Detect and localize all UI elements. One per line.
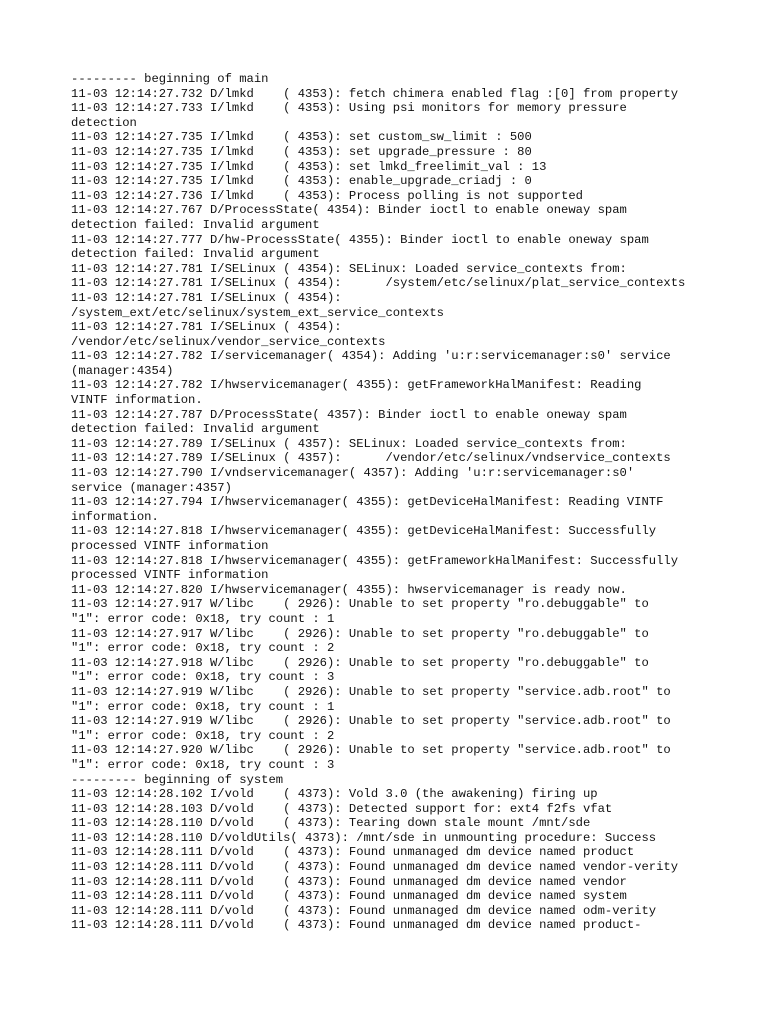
log-line: 11-03 12:14:28.110 D/voldUtils( 4373): /mnt/sde in unmounting procedure: Success xyxy=(71,830,657,845)
log-line: "1": error code: 0x18, try count : 3 xyxy=(71,670,335,685)
log-line: 11-03 12:14:28.111 D/vold ( 4373): Found unmanaged dm device named vendor-verity xyxy=(71,860,679,875)
log-line: --------- beginning of main xyxy=(71,72,269,86)
log-line: "1": error code: 0x18, try count : 2 xyxy=(71,641,335,656)
log-line: 11-03 12:14:27.789 I/SELinux ( 4357): /vendor/etc/selinux/vndservice_contexts xyxy=(71,451,671,466)
log-line: 11-03 12:14:27.777 D/hw-ProcessState( 4355): Binder ioctl to enable oneway spam xyxy=(71,232,649,247)
log-line: 11-03 12:14:27.917 W/libc ( 2926): Unable to set property "ro.debuggable" to xyxy=(71,597,649,612)
log-line: "1": error code: 0x18, try count : 1 xyxy=(71,699,335,714)
log-line: service (manager:4357) xyxy=(71,480,232,495)
log-line: "1": error code: 0x18, try count : 2 xyxy=(71,728,335,743)
log-line: VINTF information. xyxy=(71,393,203,408)
log-line: "1": error code: 0x18, try count : 3 xyxy=(71,757,335,772)
log-line: 11-03 12:14:28.110 D/vold ( 4373): Tearing down stale mount /mnt/sde xyxy=(71,816,591,831)
log-line: 11-03 12:14:27.735 I/lmkd ( 4353): set lmkd_freelimit_val : 13 xyxy=(71,159,547,174)
log-line: 11-03 12:14:28.111 D/vold ( 4373): Found unmanaged dm device named product xyxy=(71,845,635,860)
log-line: 11-03 12:14:27.782 I/hwservicemanager( 4355): getFrameworkHalManifest: Reading xyxy=(71,378,642,393)
log-line: 11-03 12:14:27.787 D/ProcessState( 4357): Binder ioctl to enable oneway spam xyxy=(71,407,627,422)
log-line: 11-03 12:14:27.767 D/ProcessState( 4354): Binder ioctl to enable oneway spam xyxy=(71,203,627,218)
log-line: 11-03 12:14:27.736 I/lmkd ( 4353): Process polling is not supported xyxy=(71,188,583,203)
log-line: 11-03 12:14:27.781 I/SELinux ( 4354): xyxy=(71,290,342,305)
log-line: (manager:4354) xyxy=(71,363,174,378)
log-line: 11-03 12:14:28.111 D/vold ( 4373): Found unmanaged dm device named product- xyxy=(71,918,642,933)
log-line: 11-03 12:14:27.919 W/libc ( 2926): Unable to set property "service.adb.root" to xyxy=(71,714,671,729)
log-line: 11-03 12:14:27.917 W/libc ( 2926): Unable to set property "ro.debuggable" to xyxy=(71,626,649,641)
log-line: 11-03 12:14:27.781 I/SELinux ( 4354): /system/etc/selinux/plat_service_contexts xyxy=(71,276,686,291)
log-line: 11-03 12:14:27.735 I/lmkd ( 4353): enable_upgrade_criadj : 0 xyxy=(71,174,532,189)
log-line: 11-03 12:14:27.735 I/lmkd ( 4353): set custom_sw_limit : 500 xyxy=(71,130,532,145)
log-line: /system_ext/etc/selinux/system_ext_service_contexts xyxy=(71,305,444,320)
log-line: 11-03 12:14:27.790 I/vndservicemanager( 4357): Adding 'u:r:servicemanager:s0' xyxy=(71,466,635,481)
log-line: information. xyxy=(71,509,159,524)
log-line: 11-03 12:14:28.111 D/vold ( 4373): Found unmanaged dm device named vendor xyxy=(71,874,627,889)
log-line: detection failed: Invalid argument xyxy=(71,247,320,262)
log-line: 11-03 12:14:28.102 I/vold ( 4373): Vold 3.0 (the awakening) firing up xyxy=(71,787,598,802)
log-text-block xyxy=(71,72,711,933)
log-line: 11-03 12:14:27.818 I/hwservicemanager( 4355): getFrameworkHalManifest: Successfully xyxy=(71,553,679,568)
log-line: 11-03 12:14:27.782 I/servicemanager( 4354): Adding 'u:r:servicemanager:s0' service xyxy=(71,349,671,364)
log-line: 11-03 12:14:28.103 D/vold ( 4373): Detected support for: ext4 f2fs vfat xyxy=(71,801,613,816)
log-document xyxy=(71,72,711,933)
log-line: 11-03 12:14:27.820 I/hwservicemanager( 4355): hwservicemanager is ready now. xyxy=(71,582,627,597)
log-line: 11-03 12:14:27.733 I/lmkd ( 4353): Using psi monitors for memory pressure xyxy=(71,101,627,116)
log-line: 11-03 12:14:27.781 I/SELinux ( 4354): SELinux: Loaded service_contexts from: xyxy=(71,261,627,276)
log-line: processed VINTF information xyxy=(71,568,269,583)
log-line: 11-03 12:14:27.789 I/SELinux ( 4357): SELinux: Loaded service_contexts from: xyxy=(71,436,627,451)
log-line: --------- beginning of system xyxy=(71,772,284,787)
log-line: detection xyxy=(71,115,137,130)
log-line: 11-03 12:14:27.735 I/lmkd ( 4353): set upgrade_pressure : 80 xyxy=(71,144,532,159)
log-line: 11-03 12:14:28.111 D/vold ( 4373): Found unmanaged dm device named system xyxy=(71,889,627,904)
log-line: 11-03 12:14:27.918 W/libc ( 2926): Unable to set property "ro.debuggable" to xyxy=(71,655,649,670)
log-line: 11-03 12:14:27.818 I/hwservicemanager( 4355): getDeviceHalManifest: Successfully xyxy=(71,524,657,539)
log-line: 11-03 12:14:27.919 W/libc ( 2926): Unable to set property "service.adb.root" to xyxy=(71,684,671,699)
log-line: detection failed: Invalid argument xyxy=(71,422,320,437)
log-line: detection failed: Invalid argument xyxy=(71,217,320,232)
log-line: 11-03 12:14:27.794 I/hwservicemanager( 4355): getDeviceHalManifest: Reading VINTF xyxy=(71,495,664,510)
log-line: 11-03 12:14:28.111 D/vold ( 4373): Found unmanaged dm device named odm-verity xyxy=(71,903,657,918)
log-line: /vendor/etc/selinux/vendor_service_contexts xyxy=(71,334,386,349)
log-line: 11-03 12:14:27.920 W/libc ( 2926): Unable to set property "service.adb.root" to xyxy=(71,743,671,758)
log-line: 11-03 12:14:27.781 I/SELinux ( 4354): xyxy=(71,320,342,335)
log-line: "1": error code: 0x18, try count : 1 xyxy=(71,611,335,626)
log-line: 11-03 12:14:27.732 D/lmkd ( 4353): fetch chimera enabled flag :[0] from property xyxy=(71,86,679,101)
log-line: processed VINTF information xyxy=(71,539,269,553)
